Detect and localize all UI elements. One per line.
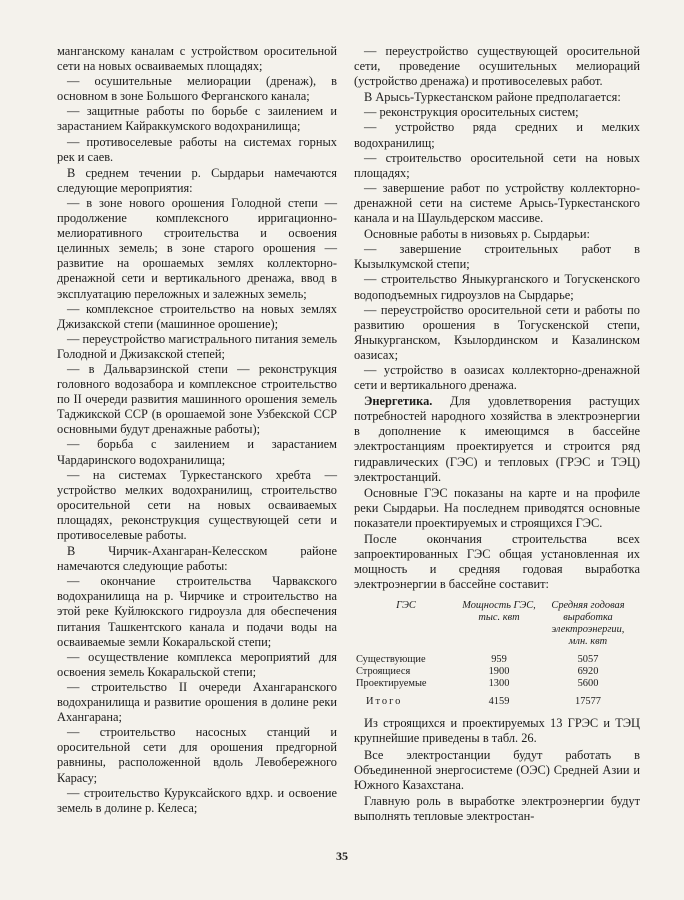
table-cell: 1300 [488, 678, 510, 690]
ges-table [354, 600, 636, 708]
list-item: — реконструкция оросительных систем; [364, 105, 579, 120]
table-row [354, 654, 636, 666]
list-item: — окончание строительства Чарвакского водохранилища на р. Чирчике и строительство на этой реке Куйлюкского гидроузла для обеспечения питания Ташкентского канала и подачи воды на осваиваемые земли Кокаральской степи; [57, 574, 337, 649]
paragraph: После окончания строительства всех запроектированных ГЭС общая установленная их мощность и средняя годовая выработка электроэнергии в бассейне составит: [354, 532, 640, 592]
list-item: — переустройство существующей оросительной сети, проведение осушительных мелиораций (устройство дренажа) и противоселевых работ. [354, 44, 640, 89]
paragraph: В Арысь-Туркестанском районе предполагается: [364, 90, 621, 105]
paragraph: Основные ГЭС показаны на карте и на профиле реки Сырдарьи. На последнем приводятся основные показатели проектируемых и строящихся ГЭС. [354, 485, 640, 530]
list-item: — строительство насосных станций и оросительной сети для орошения предгорной равнины, расположенной вдоль Левобережного Карасу; [57, 725, 337, 785]
table-cell: Итого [366, 696, 403, 708]
list-item: — устройство в оазисах коллекторно-дренажной сети и вертикального дренажа. [354, 362, 640, 393]
table-total-row [354, 690, 636, 708]
paragraph: Все электростанции будут работать в Объединенной энергосистеме (ОЭС) Средней Азии и Южного Казахстана. [354, 747, 640, 792]
table-cell: 6920 [577, 666, 599, 678]
paragraph: Из строящихся и проектируемых 13 ГРЭС и ТЭЦ крупнейшие приведены в табл. 26. [354, 716, 640, 746]
table-cell: Строящиеся [356, 666, 411, 678]
list-item: — устройство ряда средних и мелких водохранилищ; [354, 120, 640, 150]
page-number: 35 [336, 849, 348, 863]
table-cell: 17577 [575, 696, 601, 708]
table-cell: 5600 [577, 678, 599, 690]
table-cell: 1900 [488, 666, 510, 678]
list-item: — в Дальварзинской степи — реконструкция головного водозабора и комплексное строительство по II очереди развития машинного орошения земель Таджикской ССР (в орошаемой зоне Узбекской ССР основными будут дренажные работы); [57, 361, 337, 437]
paragraph: Основные работы в низовьях р. Сырдарьи: [364, 227, 591, 242]
energy-heading: Энергетика. [364, 394, 433, 409]
list-item: — переустройство оросительной сети и работы по развитию орошения в Тогускенской степи, Яныкурганском, Кзылординском и Казалинском оазисах; [354, 302, 640, 362]
table-cell: 4159 [488, 696, 510, 708]
list-item: — строительство Куруксайского вдхр. и освоение земель в долине р. Келеса; [57, 785, 337, 815]
table-row [354, 678, 636, 690]
list-item: — противоселевые работы на системах горных рек и саев. [57, 134, 337, 164]
paragraph: Главную роль в выработке электроэнергии будут выполнять тепловые электростан- [354, 793, 640, 823]
list-item: — завершение работ по устройству коллекторно-дренажной сети на системе Арысь-Туркестанского канала и на Шаульдерском массиве. [354, 180, 640, 226]
right-column [354, 44, 640, 824]
list-item: — переустройство магистрального питания земель Голодной и Джизакской степей; [57, 331, 337, 361]
list-item: — осуществление комплекса мероприятий для освоения земель Кокаральской степи; [57, 649, 337, 679]
list-item: — защитные работы по борьбе с заилением и зарастанием Кайраккумского водохранилища; [57, 104, 337, 134]
table-cell: 5057 [577, 654, 599, 666]
table-cell: 959 [491, 654, 507, 666]
table-header: Мощность ГЭС, тыс. квт [462, 600, 536, 624]
list-item: — завершение строительных работ в Кызылкумской степи; [354, 242, 640, 272]
energy-paragraph [354, 394, 640, 485]
left-column [57, 44, 337, 816]
table-cell: Существующие [356, 654, 426, 666]
table-cell: Проектируемые [356, 678, 427, 690]
paragraph: манганскому каналам с устройством оросительной сети на новых осваиваемых площадях; [57, 44, 337, 74]
list-item: — на системах Туркестанского хребта — устройство мелких водохранилищ, строительство оросительной сети на новых осваиваемых площадях, реконструкция существующей сети и противоселевые работы. [57, 467, 337, 542]
table-header: Средняя годовая выработка электроэнергии, млн. квт [551, 600, 625, 648]
list-item: — осушительные мелиорации (дренаж), в основном в зоне Большого Ферганского канала; [57, 74, 337, 104]
paragraph: В среднем течении р. Сырдарьи намечаются следующие мероприятия: [57, 165, 337, 195]
list-item: — строительство II очереди Ахангаранского водохранилища и развитие орошения в долине реки Ахангарана; [57, 679, 337, 725]
energy-text: Для удовлетворения растущих потребностей народного хозяйства в электроэнергии в дополнение к имеющимся в бассейне электростанциям проектируется и строится ряд гидравлических (ГЭС) и тепловых (ГРЭС и ТЭЦ) электростанций. [354, 394, 640, 484]
paragraph: В Чирчик-Ахангаран-Келесском районе намечаются следующие работы: [57, 544, 337, 574]
list-item: — комплексное строительство на новых землях Джизакской степи (машинное орошение); [57, 301, 337, 331]
list-item: — строительство Яныкурганского и Тогускенского водоподъемных гидроузлов на Сырдарье; [354, 272, 640, 302]
list-item: — борьба с заилением и зарастанием Чардаринского водохранилища; [57, 437, 337, 467]
list-item: — строительство оросительной сети на новых площадях; [354, 150, 640, 180]
table-header-row [354, 600, 636, 654]
table-header: ГЭС [396, 600, 416, 612]
list-item: — в зоне нового орошения Голодной степи — продолжение комплексного ирригационно-мелиоративного строительства и освоения целинных земель; в зоне старого орошения — развитие на орошаемых землях коллекторно-дренажной сети и вертикального дренажа, ввод в эксплуатацию переложных и залежных земель; [57, 195, 337, 301]
table-row [354, 666, 636, 678]
